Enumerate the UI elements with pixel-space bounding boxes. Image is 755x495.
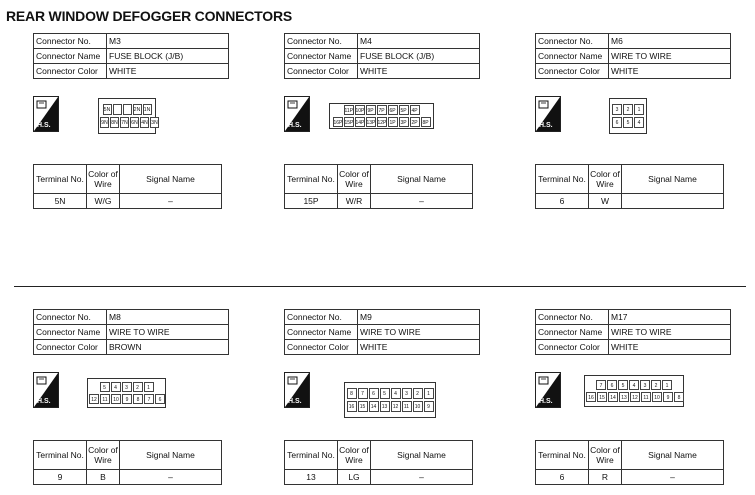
- connector-info-table: [284, 33, 480, 79]
- connector-no-value: M17: [609, 310, 731, 325]
- terminal-pin: 1: [662, 380, 672, 390]
- connector-face-diagram: [344, 382, 436, 418]
- connector-block-m6: [535, 33, 731, 79]
- terminal-pin: 12: [630, 392, 640, 402]
- terminal-pin: 9: [122, 394, 132, 404]
- connector-name-label: Connector Name: [536, 49, 609, 64]
- wire-color-cell: R: [589, 470, 622, 485]
- terminal-pin: [113, 104, 122, 115]
- connector-no-value: M3: [107, 34, 229, 49]
- signal-name-header: Signal Name: [120, 165, 222, 194]
- signal-name-cell: –: [371, 470, 473, 485]
- connector-color-label: Connector Color: [34, 340, 107, 355]
- connector-no-label: Connector No.: [34, 310, 107, 325]
- connector-info-table: [284, 309, 480, 355]
- terminal-no-cell: 9: [34, 470, 87, 485]
- connector-block-m17: [535, 309, 731, 355]
- signal-name-cell: –: [622, 470, 724, 485]
- terminal-pin: 3: [402, 388, 412, 399]
- table-row: [536, 470, 724, 485]
- terminal-pin: 7: [358, 388, 368, 399]
- connector-name-value: WIRE TO WIRE: [609, 325, 731, 340]
- terminal-no-cell: 15P: [285, 194, 338, 209]
- terminal-pin: 3P: [399, 117, 409, 127]
- connector-name-label: Connector Name: [34, 325, 107, 340]
- page-title: REAR WINDOW DEFOGGER CONNECTORS: [6, 8, 292, 24]
- connector-color-label: Connector Color: [285, 340, 358, 355]
- terminal-pin: 5: [100, 382, 110, 392]
- terminal-pin: 11P: [344, 105, 354, 115]
- terminal-pin: 3: [640, 380, 650, 390]
- connector-block-m8: [33, 309, 229, 355]
- terminal-pin: 4: [634, 117, 644, 128]
- terminal-pin: 9: [424, 401, 434, 412]
- terminal-pin: 13: [380, 401, 390, 412]
- connector-no-label: Connector No.: [536, 34, 609, 49]
- terminal-no-header: Terminal No.: [285, 165, 338, 194]
- terminal-pin: 4: [391, 388, 401, 399]
- terminal-pin: 8N: [110, 117, 119, 128]
- terminal-pin: 6: [369, 388, 379, 399]
- terminal-table-m3: [33, 164, 222, 209]
- terminal-pin: 11: [100, 394, 110, 404]
- terminal-pin: 2N: [133, 104, 142, 115]
- terminal-pin: 16P: [333, 117, 343, 127]
- terminal-pin: 6N: [130, 117, 139, 128]
- connector-face-diagram: [98, 98, 156, 134]
- terminal-no-cell: 6: [536, 470, 589, 485]
- terminal-pin: 5P: [399, 105, 409, 115]
- terminal-pin: 12: [89, 394, 99, 404]
- terminal-pin: 3: [122, 382, 132, 392]
- terminal-pin: 16: [586, 392, 596, 402]
- terminal-pin: 1P: [388, 117, 398, 127]
- table-row: [34, 194, 222, 209]
- signal-name-cell: –: [120, 470, 222, 485]
- terminal-pin: 14P: [355, 117, 365, 127]
- terminal-table-m6: [535, 164, 724, 209]
- color-of-wire-header: Color of Wire: [338, 441, 371, 470]
- wire-color-cell: B: [87, 470, 120, 485]
- connector-color-label: Connector Color: [536, 64, 609, 79]
- wire-color-cell: LG: [338, 470, 371, 485]
- signal-name-header: Signal Name: [622, 165, 724, 194]
- connector-block-m9: [284, 309, 480, 355]
- terminal-pin: 2P: [410, 117, 420, 127]
- terminal-pin: 5: [618, 380, 628, 390]
- terminal-pin: 4P: [410, 105, 420, 115]
- terminal-pin: 1: [634, 104, 644, 115]
- terminal-pin: [123, 104, 132, 115]
- hs-connector-icon: [535, 96, 561, 132]
- terminal-pin: 8: [133, 394, 143, 404]
- terminal-no-header: Terminal No.: [536, 165, 589, 194]
- color-of-wire-header: Color of Wire: [589, 441, 622, 470]
- wire-color-cell: W/G: [87, 194, 120, 209]
- connector-info-table: [33, 33, 229, 79]
- connector-color-label: Connector Color: [285, 64, 358, 79]
- connector-color-value: BROWN: [107, 340, 229, 355]
- terminal-pin: 4: [629, 380, 639, 390]
- terminal-no-cell: 5N: [34, 194, 87, 209]
- connector-name-label: Connector Name: [536, 325, 609, 340]
- terminal-pin: 9N: [100, 117, 109, 128]
- terminal-pin: 16: [347, 401, 357, 412]
- terminal-pin: 1N: [143, 104, 152, 115]
- connector-no-label: Connector No.: [285, 34, 358, 49]
- terminal-no-cell: 13: [285, 470, 338, 485]
- connector-info-table: [535, 33, 731, 79]
- connector-color-label: Connector Color: [34, 64, 107, 79]
- terminal-pin: 1: [144, 382, 154, 392]
- signal-name-cell: [622, 194, 724, 209]
- terminal-pin: 15: [358, 401, 368, 412]
- terminal-pin: 9P: [366, 105, 376, 115]
- connector-name-label: Connector Name: [285, 325, 358, 340]
- connector-no-value: M8: [107, 310, 229, 325]
- terminal-pin: 7N: [120, 117, 129, 128]
- terminal-pin: 7: [144, 394, 154, 404]
- hs-label: H.S.: [37, 122, 51, 129]
- signal-name-header: Signal Name: [120, 441, 222, 470]
- hs-connector-icon: [284, 96, 310, 132]
- connector-block-m4: [284, 33, 480, 79]
- terminal-pin: 12: [391, 401, 401, 412]
- terminal-pin: 12P: [377, 117, 387, 127]
- connector-no-label: Connector No.: [34, 34, 107, 49]
- terminal-pin: 6: [607, 380, 617, 390]
- hs-label: H.S.: [288, 122, 302, 129]
- terminal-pin: 15: [597, 392, 607, 402]
- connector-name-value: FUSE BLOCK (J/B): [107, 49, 229, 64]
- connector-no-value: M4: [358, 34, 480, 49]
- terminal-pin: 2: [623, 104, 633, 115]
- color-of-wire-header: Color of Wire: [87, 441, 120, 470]
- table-row: [34, 470, 222, 485]
- terminal-pin: 3: [612, 104, 622, 115]
- terminal-pin: 8P: [421, 117, 431, 127]
- wire-color-cell: W: [589, 194, 622, 209]
- connector-name-label: Connector Name: [285, 49, 358, 64]
- table-row: [536, 194, 724, 209]
- terminal-pin: 5N: [103, 104, 112, 115]
- color-of-wire-header: Color of Wire: [589, 165, 622, 194]
- connector-name-value: WIRE TO WIRE: [107, 325, 229, 340]
- terminal-pin: 9: [663, 392, 673, 402]
- color-of-wire-header: Color of Wire: [87, 165, 120, 194]
- terminal-no-header: Terminal No.: [285, 441, 338, 470]
- signal-name-cell: –: [371, 194, 473, 209]
- connector-face-diagram: [87, 378, 166, 408]
- terminal-pin: 7: [596, 380, 606, 390]
- terminal-pin: 4N: [140, 117, 149, 128]
- signal-name-header: Signal Name: [622, 441, 724, 470]
- hs-label: H.S.: [539, 122, 553, 129]
- terminal-pin: 10: [111, 394, 121, 404]
- terminal-pin: 3N: [150, 117, 159, 128]
- terminal-pin: 7P: [377, 105, 387, 115]
- connector-name-value: WIRE TO WIRE: [358, 325, 480, 340]
- terminal-pin: 10P: [355, 105, 365, 115]
- terminal-pin: 15P: [344, 117, 354, 127]
- terminal-pin: 13: [619, 392, 629, 402]
- connector-name-label: Connector Name: [34, 49, 107, 64]
- terminal-pin: 1: [424, 388, 434, 399]
- hs-connector-icon: [33, 372, 59, 408]
- connector-color-value: WHITE: [358, 340, 480, 355]
- connector-no-label: Connector No.: [285, 310, 358, 325]
- terminal-pin: 5: [380, 388, 390, 399]
- terminal-table-m4: [284, 164, 473, 209]
- hs-connector-icon: [33, 96, 59, 132]
- connector-color-value: WHITE: [609, 340, 731, 355]
- signal-name-header: Signal Name: [371, 165, 473, 194]
- connector-color-value: WHITE: [358, 64, 480, 79]
- wire-color-cell: W/R: [338, 194, 371, 209]
- terminal-pin: 2: [413, 388, 423, 399]
- section-divider: [14, 286, 746, 287]
- terminal-pin: 8: [674, 392, 684, 402]
- terminal-table-m9: [284, 440, 473, 485]
- connector-no-label: Connector No.: [536, 310, 609, 325]
- terminal-pin: 10: [652, 392, 662, 402]
- terminal-pin: 6P: [388, 105, 398, 115]
- terminal-pin: 5: [623, 117, 633, 128]
- terminal-pin: 2: [133, 382, 143, 392]
- terminal-pin: 10: [413, 401, 423, 412]
- terminal-no-header: Terminal No.: [34, 165, 87, 194]
- table-row: [285, 470, 473, 485]
- terminal-pin: 6: [612, 117, 622, 128]
- connector-info-table: [535, 309, 731, 355]
- connector-no-value: M6: [609, 34, 731, 49]
- connector-no-value: M9: [358, 310, 480, 325]
- terminal-table-m17: [535, 440, 724, 485]
- connector-face-diagram: [584, 375, 684, 407]
- terminal-pin: 11: [402, 401, 412, 412]
- terminal-pin: 14: [608, 392, 618, 402]
- hs-connector-icon: [535, 372, 561, 408]
- hs-label: H.S.: [37, 398, 51, 405]
- hs-connector-icon: [284, 372, 310, 408]
- connector-info-table: [33, 309, 229, 355]
- hs-label: H.S.: [539, 398, 553, 405]
- terminal-no-header: Terminal No.: [536, 441, 589, 470]
- connector-color-label: Connector Color: [536, 340, 609, 355]
- table-row: [285, 194, 473, 209]
- terminal-pin: 4: [111, 382, 121, 392]
- terminal-no-cell: 6: [536, 194, 589, 209]
- connector-block-m3: [33, 33, 229, 79]
- terminal-pin: 8: [347, 388, 357, 399]
- terminal-pin: 2: [651, 380, 661, 390]
- connector-name-value: FUSE BLOCK (J/B): [358, 49, 480, 64]
- connector-face-diagram: [609, 98, 647, 134]
- connector-color-value: WHITE: [609, 64, 731, 79]
- terminal-pin: 11: [641, 392, 651, 402]
- hs-label: H.S.: [288, 398, 302, 405]
- terminal-table-m8: [33, 440, 222, 485]
- connector-name-value: WIRE TO WIRE: [609, 49, 731, 64]
- terminal-pin: 13P: [366, 117, 376, 127]
- signal-name-cell: –: [120, 194, 222, 209]
- terminal-pin: 6: [155, 394, 165, 404]
- signal-name-header: Signal Name: [371, 441, 473, 470]
- connector-color-value: WHITE: [107, 64, 229, 79]
- terminal-no-header: Terminal No.: [34, 441, 87, 470]
- color-of-wire-header: Color of Wire: [338, 165, 371, 194]
- connector-face-diagram: [329, 103, 434, 129]
- terminal-pin: 14: [369, 401, 379, 412]
